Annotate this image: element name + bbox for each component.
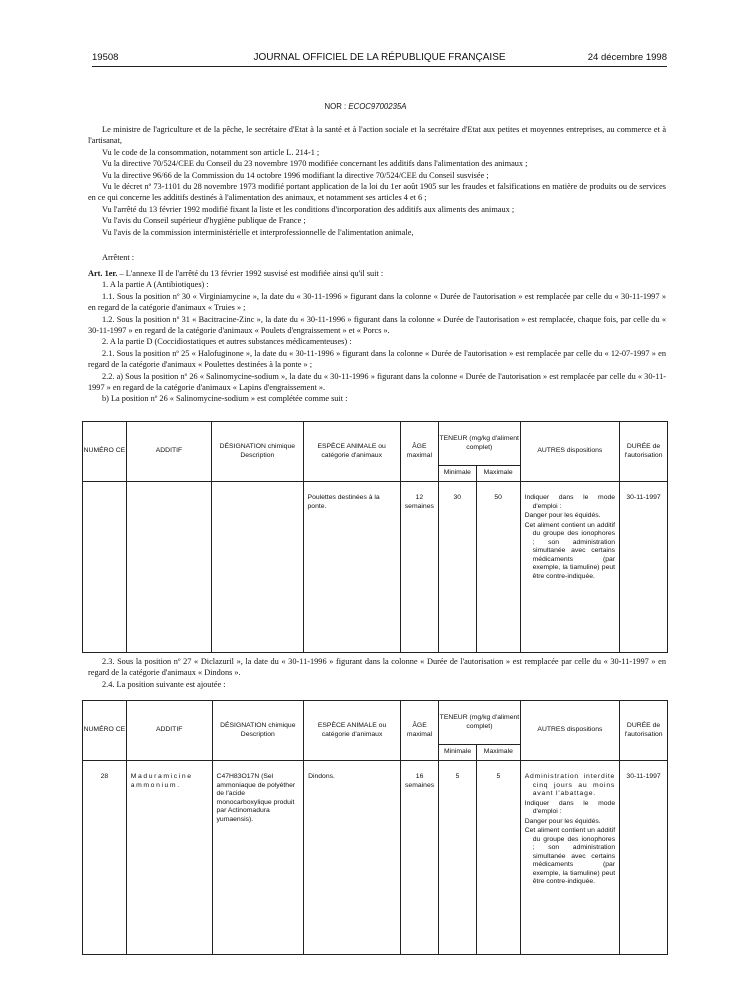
preamble-line: Vu la directive 70/524/CEE du Conseil du 23 novembre 1970 modifiée concernant les additifs dans l'alimentation des animaux ; — [102, 159, 528, 169]
preamble-line: Vu l'avis de la commission interministérielle et interprofessionnelle de l'alimentation animale, — [102, 227, 414, 237]
nor-reference — [0, 102, 731, 111]
list-item: Danger pour les équidés. — [524, 817, 601, 825]
article-1 — [88, 268, 666, 405]
col-autres: AUTRES dispositions — [520, 701, 619, 761]
col-espece: ESPÈCE ANIMALE ou catégorie d'animaux — [303, 422, 400, 482]
preamble-line: Le ministre de l'agriculture et de la pêche, le secrétaire d'Etat à la santé et à l'action sociale et la secrétaire d'Etat aux petites et moyennes entreprises, au commerce et à l'artisanat, — [88, 125, 666, 146]
col-numero: NUMÉRO CE — [83, 422, 127, 482]
item: 2.3. Sous la position nº 27 « Diclazuril », la date du « 30-11-1996 » figurant dans la colonne « Durée de l'autorisation » est remplacée par celle du « 30-11-1997 » en regard de la catégorie d'animaux « Dindons ». — [88, 657, 666, 678]
table-row — [83, 482, 668, 653]
col-teneur: TENEUR (mg/kg d'aliment complet) — [438, 422, 520, 466]
preamble — [88, 124, 666, 238]
list-item: Indiquer dans le mode d'emploi : — [524, 799, 616, 815]
col-age: ÂGE maximal — [401, 701, 439, 761]
cell-espece: Dindons. — [304, 761, 401, 955]
cell-duree: 30-11-1997 — [620, 761, 668, 955]
cell-additif: Maduramicine ammonium. — [126, 761, 212, 955]
cell-additif — [126, 482, 211, 653]
cell-max: 5 — [476, 761, 520, 955]
issue-date: 24 décembre 1998 — [587, 52, 667, 63]
col-teneur: TENEUR (mg/kg d'aliment complet) — [439, 701, 521, 745]
header-rule — [92, 66, 667, 67]
col-age: ÂGE maximal — [400, 422, 438, 482]
item: 2.2. a) Sous la position nº 26 « Salinomycine-sodium », la date du « 30-11-1996 » figurant dans la colonne « Durée de l'autorisation » est remplacée par celle du « 30-11-1997 » en regard de la catégorie d'animaux « Lapins d'engraissement ». — [88, 371, 666, 393]
items-continued — [88, 656, 666, 690]
journal-title: JOURNAL OFFICIEL DE LA RÉPUBLIQUE FRANÇAISE — [253, 52, 506, 63]
preamble-line: Vu l'avis du Conseil supérieur d'hygiène publique de France ; — [102, 216, 306, 226]
nor-code: ECOC9700235A — [348, 102, 407, 111]
cell-min: 5 — [439, 761, 477, 955]
col-numero: NUMÉRO CE — [83, 701, 127, 761]
preamble-line: Vu la directive 96/66 de la Commission du 14 octobre 1996 modifiant la directive 70/524/CEE du Conseil susvisée ; — [102, 170, 489, 180]
col-minimale: Minimale — [439, 745, 477, 761]
additive-table-2 — [82, 700, 668, 955]
page-number: 19508 — [92, 52, 119, 63]
item: 1.1. Sous la position nº 30 « Virginiamycine », la date du « 30-11-1996 » figurant dans la colonne « Durée de l'autorisation » est remplacée par celle du « 30-11-1997 » en regard de la catégorie d'animaux « Truies » ; — [88, 291, 666, 313]
col-designation: DÉSIGNATION chimique Description — [212, 422, 303, 482]
list-item: Danger pour les équidés. — [524, 512, 601, 519]
item: 2.4. La position suivante est ajoutée : — [102, 679, 226, 689]
cell-age: 12 semaines — [400, 482, 438, 653]
item: 2. A la partie D (Coccidiostatiques et autres substances médicamenteuses) : — [102, 337, 352, 347]
cell-espece: Poulettes destinées à la ponte. — [303, 482, 400, 653]
list-item: Cet aliment contient un additif du groupe des ionophores ; son administration simultanée avec certains médicaments (par exemple, la tiamuline) peut être contre-indiquée. — [524, 521, 616, 580]
col-additif: ADDITIF — [126, 701, 212, 761]
cell-min: 30 — [438, 482, 476, 653]
additive-table-1 — [82, 421, 668, 653]
cell-autres — [520, 482, 619, 653]
article-text: – L'annexe II de l'arrêté du 13 février 1992 susvisé est modifiée ainsi qu'il suit : — [117, 269, 384, 278]
item: 1.2. Sous la position nº 31 « Bacitracine-Zinc », la date du « 30-11-1996 » figurant dans la colonne « Durée de l'autorisation » est remplacée, chaque fois, par celle du « 30-11-1997 » en regard de la catégorie d'animaux « Poulets d'engraissement » et « Porcs ». — [88, 314, 666, 336]
cell-designation — [212, 482, 303, 653]
col-maximale: Maximale — [476, 745, 520, 761]
col-autres: AUTRES dispositions — [520, 422, 619, 482]
list-item: Cet aliment contient un additif du groupe des ionophores ; son administration simultanée avec certains médicaments (par exemple, la tiamuline) peut être contre-indiquée. — [524, 827, 616, 885]
item: b) La position nº 26 « Salinomycine-sodium » est complétée comme suit : — [102, 394, 348, 404]
cell-autres — [520, 761, 619, 955]
preamble-line: Vu le code de la consommation, notamment son article L. 214-1 ; — [102, 147, 320, 157]
cell-designation: C47H83O17N (Sel ammoniaque de polyéther de l'acide monocarboxylique produit par Actinomadura yumaensis). — [212, 761, 304, 955]
nor-label: NOR : — [324, 102, 347, 111]
col-duree: DURÉE de l'autorisation — [620, 701, 668, 761]
col-minimale: Minimale — [438, 466, 476, 482]
cell-age: 16 semaines — [401, 761, 439, 955]
list-item: Indiquer dans le mode d'emploi : — [524, 494, 616, 510]
preamble-line: Vu le décret nº 73-1101 du 28 novembre 1973 modifié portant application de la loi du 1er août 1905 sur les fraudes et falsifications en matière de produits ou de services en ce qui concerne les additifs destinés à l'alimentation des animaux, et notamment ses articles 4 et 6 ; — [88, 182, 666, 203]
col-maximale: Maximale — [476, 466, 520, 482]
item: 2.1. Sous la position nº 25 « Halofuginone », la date du « 30-11-1996 » figurant dans la colonne « Durée de l'autorisation » est remplacée par celle du « 12-07-1997 » en regard de la catégorie d'animaux « Poulettes destinées à la ponte » ; — [88, 348, 666, 370]
cell-numero — [83, 482, 127, 653]
arretent-block — [88, 252, 666, 263]
item: 1. A la partie A (Antibiotiques) : — [102, 280, 209, 290]
cell-duree: 30-11-1997 — [620, 482, 668, 653]
preamble-line: Vu l'arrêté du 13 février 1992 modifié fixant la liste et les conditions d'incorporation des additifs aux aliments des animaux ; — [102, 204, 515, 214]
col-additif: ADDITIF — [126, 422, 211, 482]
article-label: Art. 1er. — [88, 269, 118, 278]
col-designation: DÉSIGNATION chimique Description — [212, 701, 304, 761]
col-espece: ESPÈCE ANIMALE ou catégorie d'animaux — [304, 701, 401, 761]
cell-max: 50 — [476, 482, 520, 653]
list-item: Administration interdite cinq jours au moins avant l'abattage. — [524, 773, 616, 797]
table-row — [83, 761, 668, 955]
arretent: Arrêtent : — [102, 253, 135, 262]
cell-numero: 28 — [83, 761, 127, 955]
col-duree: DURÉE de l'autorisation — [620, 422, 668, 482]
